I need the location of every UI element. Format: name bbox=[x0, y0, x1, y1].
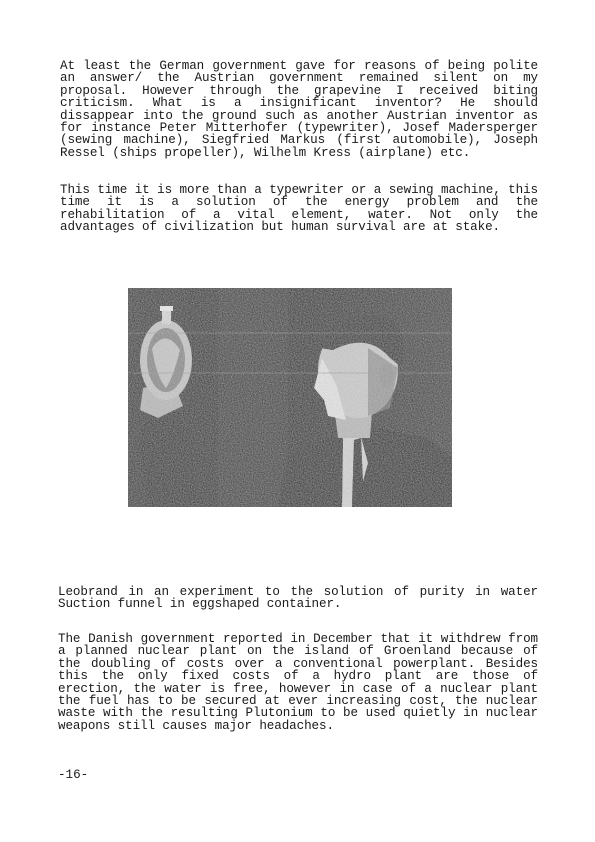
paragraph-inventors: At least the German government gave for reasons of being polite an answer/ the Austrian government remained silent on my proposal. However through the grapevine I received biting criticism. What is a insignificant inventor? He should dissappear into the ground such as another Austrian inventor as for instance Peter Mitterhofer (typewriter), Josef Madersperger (sewing machine), Siegfried Markus (first automobile), Joseph Ressel (ships propeller), Wilhelm Kress (airplane) etc. bbox=[60, 59, 538, 160]
page-number: -16- bbox=[58, 768, 89, 782]
experiment-photograph bbox=[128, 288, 452, 507]
photograph-image bbox=[128, 288, 452, 507]
photo-caption: Leobrand in an experiment to the solution of purity in water Suction funnel in eggshaped container. bbox=[58, 585, 538, 612]
paragraph-energy-solution: This time it is more than a typewriter or a sewing machine, this time it is a solution of the energy problem and the rehabilitation of a vital element, water. Not only the advantages of civilization but human survival are at stake. bbox=[60, 183, 538, 235]
paragraph-danish-nuclear: The Danish government reported in December that it withdrew from a planned nuclear plant on the island of Groenland because of the doubling of costs over a conventional powerplant. Besides this the only fixed costs of a hydro plant are those of erection, the water is free, however in case of a nuclear plant the fuel has to be secured at ever increasing cost, the nuclear waste with the resulting Plutonium to be used quietly in nuclear weapons still causes major headaches. bbox=[58, 632, 538, 733]
